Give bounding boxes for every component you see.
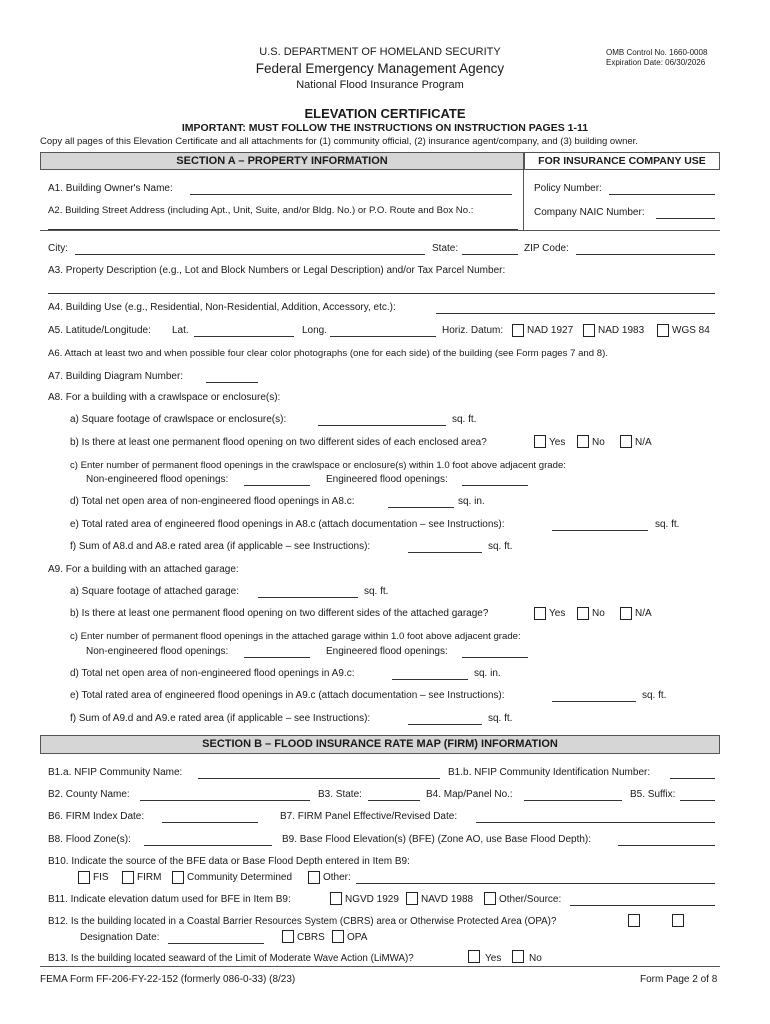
a8e-label: e) Total rated area of engineered flood openings in A8.c (attach documentation – see Instructions):	[70, 519, 505, 530]
a9c-label: c) Enter number of permanent flood openings in the attached garage within 1.0 foot above adjacent grade:	[70, 631, 521, 642]
b3-state-field[interactable]	[368, 800, 420, 801]
diagram-number-field[interactable]	[206, 382, 258, 383]
a8f-unit: sq. ft.	[488, 541, 513, 552]
nad1927-label: NAD 1927	[527, 325, 574, 336]
b10-label: B10. Indicate the source of the BFE data or Base Flood Depth entered in Item B9:	[48, 856, 410, 867]
agency-name: Federal Emergency Management Agency	[255, 61, 505, 76]
fis-label: FIS	[93, 872, 109, 883]
county-name-field[interactable]	[140, 800, 310, 801]
bottom-rule	[40, 966, 720, 967]
b11-label: B11. Indicate elevation datum used for BFE in Item B9:	[48, 894, 291, 905]
building-use-field[interactable]	[436, 313, 715, 314]
omb-control: OMB Control No. 1660-0008	[606, 48, 708, 57]
owner-name-field[interactable]	[190, 194, 512, 195]
community-name-field[interactable]	[198, 778, 440, 779]
b13-label: B13. Is the building located seaward of the Limit of Moderate Wave Action (LiMWA)?	[48, 953, 414, 964]
community-determined-checkbox[interactable]	[172, 871, 184, 884]
a3-label: A3. Property Description (e.g., Lot and Block Numbers or Legal Description) and/or Tax Parcel Number:	[48, 265, 506, 276]
cbrs-label: CBRS	[297, 932, 325, 943]
opa-checkbox[interactable]	[332, 930, 344, 943]
a9d-field[interactable]	[392, 679, 468, 680]
a8b-na-label: N/A	[635, 437, 652, 448]
a5-label: A5. Latitude/Longitude:	[48, 325, 151, 336]
opa-label: OPA	[347, 932, 368, 943]
a9b-yes-checkbox[interactable]	[534, 607, 546, 620]
a9a-label: a) Square footage of attached garage:	[70, 586, 240, 597]
firm-checkbox[interactable]	[122, 871, 134, 884]
a8c-eng-label: Engineered flood openings:	[326, 474, 448, 485]
a8-label: A8. For a building with a crawlspace or enclosure(s):	[48, 392, 281, 403]
policy-number-label: Policy Number:	[534, 183, 602, 194]
a8f-label: f) Sum of A8.d and A8.e rated area (if applicable – see Instructions):	[70, 541, 371, 552]
firm-revised-date-field[interactable]	[476, 822, 715, 823]
a8f-field[interactable]	[408, 552, 482, 553]
other-datum-label: Other/Source:	[499, 894, 562, 905]
a9a-field[interactable]	[258, 597, 358, 598]
a9b-no-checkbox[interactable]	[577, 607, 589, 620]
naic-field[interactable]	[656, 218, 715, 219]
a4-label: A4. Building Use (e.g., Residential, Non-Residential, Addition, Accessory, etc.):	[48, 302, 396, 313]
navd-label: NAVD 1988	[421, 894, 474, 905]
a9b-yes-label: Yes	[549, 608, 566, 619]
b3-label: B3. State:	[318, 789, 362, 800]
naic-label: Company NAIC Number:	[534, 207, 645, 218]
other-datum-checkbox[interactable]	[484, 892, 496, 905]
program-name: National Flood Insurance Program	[296, 79, 464, 91]
page-number: Form Page 2 of 8	[640, 974, 718, 985]
b4-label: B4. Map/Panel No.:	[426, 789, 513, 800]
b12-label: B12. Is the building located in a Coastal Barrier Resources System (CBRS) area or Otherwise Protected Area (OPA)?	[48, 916, 557, 927]
a9d-label: d) Total net open area of non-engineered flood openings in A9.c:	[70, 668, 355, 679]
a9e-label: e) Total rated area of engineered flood openings in A9.c (attach documentation – see Instructions):	[70, 690, 505, 701]
a9c-non-eng-field[interactable]	[244, 657, 310, 658]
form-title: ELEVATION CERTIFICATE	[304, 106, 466, 121]
other-source-field[interactable]	[356, 883, 715, 884]
city-field[interactable]	[75, 254, 425, 255]
street-address-field[interactable]	[48, 229, 518, 230]
row-divider	[40, 230, 720, 231]
insurance-divider	[523, 170, 524, 230]
designation-date-label: Designation Date:	[80, 932, 160, 943]
a6-label: A6. Attach at least two and when possible four clear color photographs (one for each side) of the building (see Form pages 7 and 8).	[48, 348, 608, 359]
b7-label: B7. FIRM Panel Effective/Revised Date:	[280, 811, 458, 822]
a9f-label: f) Sum of A9.d and A9.e rated area (if applicable – see Instructions):	[70, 713, 371, 724]
property-description-field[interactable]	[48, 293, 715, 294]
state-field[interactable]	[462, 254, 518, 255]
a8b-no-checkbox[interactable]	[577, 435, 589, 448]
a8e-field[interactable]	[552, 530, 648, 531]
fis-checkbox[interactable]	[78, 871, 90, 884]
wgs84-label: WGS 84	[672, 325, 710, 336]
copy-note: Copy all pages of this Elevation Certificate and all attachments for (1) community official, (2) insurance agent/company, and (3) building owner.	[40, 136, 638, 147]
wgs84-checkbox[interactable]	[657, 324, 669, 337]
expiration-date: Expiration Date: 06/30/2026	[606, 58, 706, 67]
a9b-no-label: No	[592, 608, 605, 619]
insurance-use-header: FOR INSURANCE COMPANY USE	[524, 152, 720, 170]
a8b-no-label: No	[592, 437, 605, 448]
section-a-header: SECTION A – PROPERTY INFORMATION	[40, 152, 524, 170]
ngvd-checkbox[interactable]	[330, 892, 342, 905]
community-determined-label: Community Determined	[187, 872, 293, 883]
a9f-unit: sq. ft.	[488, 713, 513, 724]
a9e-field[interactable]	[552, 701, 636, 702]
other-label: Other:	[323, 872, 351, 883]
a8a-unit: sq. ft.	[452, 414, 477, 425]
other-datum-field[interactable]	[570, 905, 715, 906]
other-source-checkbox[interactable]	[308, 871, 320, 884]
ngvd-label: NGVD 1929	[345, 894, 399, 905]
a8d-label: d) Total net open area of non-engineered flood openings in A8.c:	[70, 496, 355, 507]
zip-label: ZIP Code:	[524, 243, 569, 254]
lat-label: Lat.	[172, 325, 189, 336]
section-b-header: SECTION B – FLOOD INSURANCE RATE MAP (FIRM) INFORMATION	[40, 735, 720, 754]
b8-label: B8. Flood Zone(s):	[48, 834, 131, 845]
a9f-field[interactable]	[408, 724, 482, 725]
limwa-no-label: No	[529, 953, 542, 964]
a8a-label: a) Square footage of crawlspace or enclosure(s):	[70, 414, 287, 425]
limwa-yes-checkbox[interactable]	[468, 950, 480, 963]
nad1983-label: NAD 1983	[598, 325, 645, 336]
state-label: State:	[432, 243, 459, 254]
a8a-field[interactable]	[318, 425, 446, 426]
a9c-non-eng-label: Non-engineered flood openings:	[86, 646, 229, 657]
b6-label: B6. FIRM Index Date:	[48, 811, 145, 822]
cbrs-checkbox[interactable]	[282, 930, 294, 943]
a8b-yes-label: Yes	[549, 437, 566, 448]
b9-label: B9. Base Flood Elevation(s) (BFE) (Zone AO, use Base Flood Depth):	[282, 834, 592, 845]
a8b-yes-checkbox[interactable]	[534, 435, 546, 448]
nad1927-checkbox[interactable]	[512, 324, 524, 337]
a9b-label: b) Is there at least one permanent flood opening on two different sides of the attached garage?	[70, 608, 489, 619]
long-label: Long.	[302, 325, 328, 336]
zip-field[interactable]	[576, 254, 715, 255]
a8c-eng-field[interactable]	[462, 485, 528, 486]
map-panel-field[interactable]	[524, 800, 622, 801]
community-id-field[interactable]	[670, 778, 715, 779]
form-number: FEMA Form FF-206-FY-22-152 (formerly 086-0-33) (8/23)	[40, 974, 296, 985]
longitude-field[interactable]	[330, 336, 436, 337]
a8d-unit: sq. in.	[458, 496, 485, 507]
firm-index-date-field[interactable]	[162, 822, 258, 823]
b1a-label: B1.a. NFIP Community Name:	[48, 767, 183, 778]
a7-label: A7. Building Diagram Number:	[48, 371, 184, 382]
city-label: City:	[48, 243, 68, 254]
a9c-eng-field[interactable]	[462, 657, 528, 658]
a8c-label: c) Enter number of permanent flood openings in the crawlspace or enclosure(s) within 1.0 foot above adjacent grade:	[70, 460, 566, 471]
a8b-na-checkbox[interactable]	[620, 435, 632, 448]
a9d-unit: sq. in.	[474, 668, 501, 679]
b1b-label: B1.b. NFIP Community Identification Number:	[448, 767, 651, 778]
a9a-unit: sq. ft.	[364, 586, 389, 597]
limwa-yes-label: Yes	[485, 953, 502, 964]
latitude-field[interactable]	[194, 336, 294, 337]
b2-label: B2. County Name:	[48, 789, 130, 800]
a1-label: A1. Building Owner's Name:	[48, 183, 173, 194]
a8b-label: b) Is there at least one permanent flood opening on two different sides of each enclosed area?	[70, 437, 487, 448]
important-note: IMPORTANT: MUST FOLLOW THE INSTRUCTIONS ON INSTRUCTION PAGES 1-11	[181, 122, 589, 134]
dept-name: U.S. DEPARTMENT OF HOMELAND SECURITY	[259, 46, 501, 58]
a2-label: A2. Building Street Address (including Apt., Unit, Suite, and/or Bldg. No.) or P.O. Route and Box No.:	[48, 205, 474, 216]
a8e-unit: sq. ft.	[655, 519, 680, 530]
a9b-na-label: N/A	[635, 608, 652, 619]
policy-number-field[interactable]	[609, 194, 715, 195]
bfe-field[interactable]	[618, 845, 715, 846]
limwa-no-checkbox[interactable]	[512, 950, 524, 963]
cbrs-yes-checkbox[interactable]	[628, 914, 640, 927]
flood-zone-field[interactable]	[144, 845, 272, 846]
suffix-field[interactable]	[680, 800, 715, 801]
a9b-na-checkbox[interactable]	[620, 607, 632, 620]
nad1983-checkbox[interactable]	[583, 324, 595, 337]
b5-label: B5. Suffix:	[630, 789, 676, 800]
a8c-non-eng-field[interactable]	[244, 485, 310, 486]
designation-date-field[interactable]	[168, 943, 264, 944]
datum-label: Horiz. Datum:	[442, 325, 504, 336]
a9c-eng-label: Engineered flood openings:	[326, 646, 448, 657]
cbrs-no-checkbox[interactable]	[672, 914, 684, 927]
a8d-field[interactable]	[388, 507, 454, 508]
navd-checkbox[interactable]	[406, 892, 418, 905]
a9-label: A9. For a building with an attached garage:	[48, 564, 239, 575]
a9e-unit: sq. ft.	[642, 690, 667, 701]
firm-label: FIRM	[137, 872, 162, 883]
a8c-non-eng-label: Non-engineered flood openings:	[86, 474, 229, 485]
